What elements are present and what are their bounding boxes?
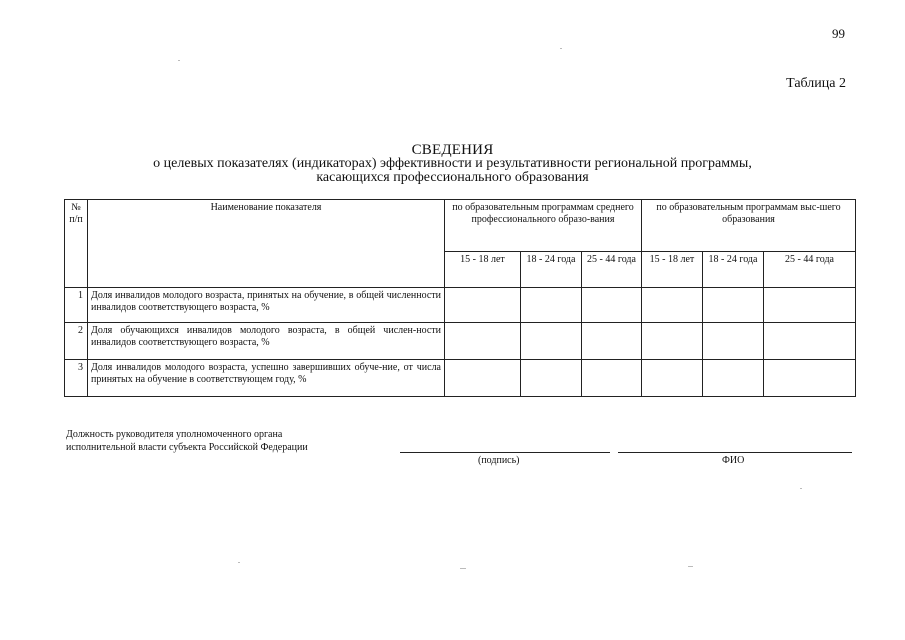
header-group-spo: по образовательным программам среднего профессионального образо-вания — [445, 200, 642, 252]
row-number: 2 — [65, 323, 88, 360]
value-cell — [445, 323, 521, 360]
indicator-name: Доля обучающихся инвалидов молодого возраста, в общей числен-ности инвалидов соответствующего возраста, % — [88, 323, 445, 360]
signature-line — [400, 452, 610, 453]
value-cell — [642, 360, 703, 397]
header-group-vo: по образовательным программам выс-шего образования — [642, 200, 856, 252]
scan-speck — [238, 562, 240, 563]
value-cell — [764, 323, 856, 360]
title-line-2: о целевых показателях (индикаторах) эффективности и результативности региональной программы, — [153, 156, 752, 171]
value-cell — [764, 360, 856, 397]
signature-caption: (подпись) — [478, 455, 520, 466]
indicator-name: Доля инвалидов молодого возраста, успешно завершивших обуче-ние, от числа принятых на обучение в соответствующем году, % — [88, 360, 445, 397]
signatory-position — [66, 428, 308, 454]
header-age-vo-25-44: 25 - 44 года — [764, 252, 856, 288]
table-label: Таблица 2 — [786, 76, 846, 91]
document-title — [0, 143, 905, 185]
value-cell — [445, 360, 521, 397]
scan-speck — [688, 566, 693, 567]
scan-speck — [560, 48, 562, 49]
value-cell — [582, 288, 642, 323]
value-cell — [521, 288, 582, 323]
title-line-3: касающихся профессионального образования — [316, 170, 589, 185]
value-cell — [445, 288, 521, 323]
row-number: 3 — [65, 360, 88, 397]
header-age-vo-15-18: 15 - 18 лет — [642, 252, 703, 288]
value-cell — [703, 323, 764, 360]
name-line — [618, 452, 852, 453]
table-row — [65, 288, 856, 323]
value-cell — [582, 323, 642, 360]
value-cell — [521, 323, 582, 360]
value-cell — [582, 360, 642, 397]
title-main: СВЕДЕНИЯ — [411, 142, 494, 158]
name-caption: ФИО — [722, 455, 745, 466]
header-age-spo-18-24: 18 - 24 года — [521, 252, 582, 288]
header-age-vo-18-24: 18 - 24 года — [703, 252, 764, 288]
indicator-name: Доля инвалидов молодого возраста, принятых на обучение, в общей численности инвалидов соответствующего возраста, % — [88, 288, 445, 323]
value-cell — [703, 360, 764, 397]
signatory-position-line-2: исполнительной власти субъекта Российской Федерации — [66, 442, 308, 453]
signatory-position-line-1: Должность руководителя уполномоченного органа — [66, 429, 283, 440]
scan-speck — [178, 60, 180, 61]
value-cell — [642, 323, 703, 360]
table-row — [65, 360, 856, 397]
value-cell — [642, 288, 703, 323]
header-age-spo-25-44: 25 - 44 года — [582, 252, 642, 288]
indicators-table — [64, 199, 856, 397]
header-indicator-name: Наименование показателя — [88, 200, 445, 288]
value-cell — [703, 288, 764, 323]
scan-speck — [800, 488, 802, 489]
page-number: 99 — [832, 26, 845, 41]
row-number: 1 — [65, 288, 88, 323]
value-cell — [521, 360, 582, 397]
value-cell — [764, 288, 856, 323]
scan-speck — [460, 568, 466, 569]
table-row — [65, 323, 856, 360]
header-number: № п/п — [65, 200, 88, 288]
header-age-spo-15-18: 15 - 18 лет — [445, 252, 521, 288]
